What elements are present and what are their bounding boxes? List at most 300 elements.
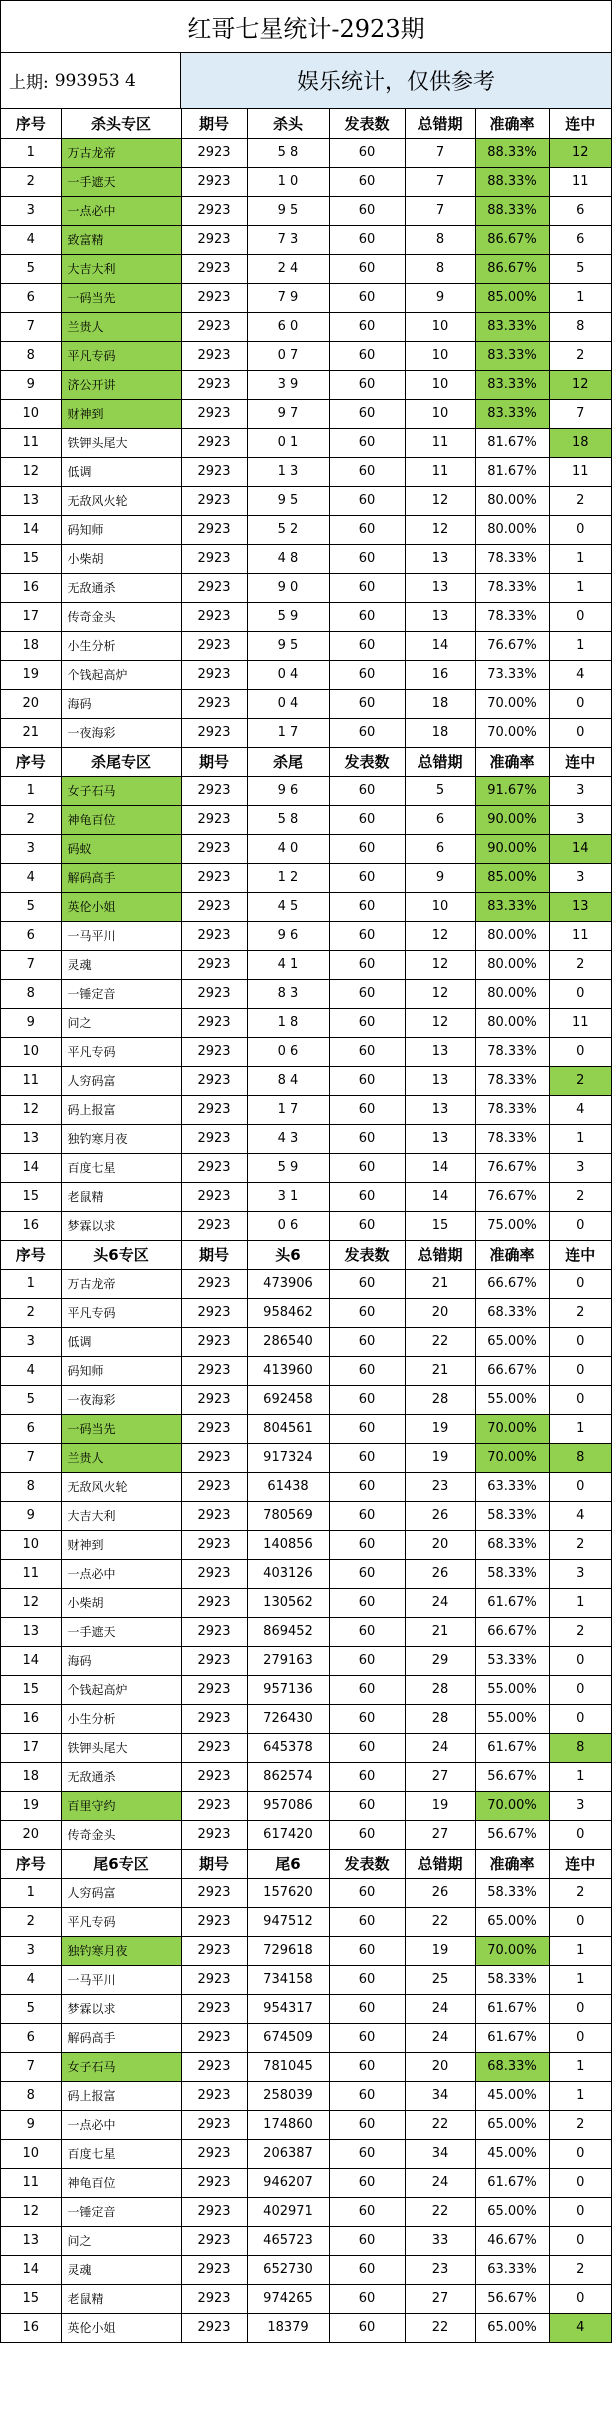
row-index: 16	[1, 1704, 61, 1733]
period-number: 2923	[181, 1327, 247, 1356]
error-count: 13	[405, 1037, 475, 1066]
accuracy-rate: 56.67%	[475, 2284, 549, 2313]
accuracy-rate: 88.33%	[475, 196, 549, 225]
prediction-value: 917324	[247, 1443, 329, 1472]
error-count: 13	[405, 573, 475, 602]
table-row	[1, 341, 611, 370]
error-count: 22	[405, 2110, 475, 2139]
accuracy-rate: 46.67%	[475, 2226, 549, 2255]
post-count: 60	[329, 167, 405, 196]
period-number: 2923	[181, 1066, 247, 1095]
error-count: 26	[405, 1559, 475, 1588]
post-count: 60	[329, 254, 405, 283]
period-number: 2923	[181, 515, 247, 544]
error-count: 7	[405, 196, 475, 225]
prediction-value: 862574	[247, 1762, 329, 1791]
accuracy-rate: 65.00%	[475, 1907, 549, 1936]
header-period: 期号	[181, 747, 247, 776]
post-count: 60	[329, 573, 405, 602]
period-number: 2923	[181, 1211, 247, 1240]
accuracy-rate: 85.00%	[475, 863, 549, 892]
win-streak: 4	[549, 1501, 611, 1530]
section-header-row	[1, 109, 611, 138]
row-index: 14	[1, 1646, 61, 1675]
error-count: 20	[405, 1298, 475, 1327]
post-count: 60	[329, 370, 405, 399]
error-count: 28	[405, 1675, 475, 1704]
period-number: 2923	[181, 2052, 247, 2081]
period-number: 2923	[181, 283, 247, 312]
table-row	[1, 399, 611, 428]
table-row	[1, 457, 611, 486]
post-count: 60	[329, 834, 405, 863]
post-count: 60	[329, 399, 405, 428]
accuracy-rate: 90.00%	[475, 805, 549, 834]
table-row	[1, 602, 611, 631]
error-count: 6	[405, 834, 475, 863]
win-streak: 2	[549, 1298, 611, 1327]
expert-name: 兰贵人	[61, 1443, 181, 1472]
row-index: 1	[1, 1269, 61, 1298]
table-row	[1, 1066, 611, 1095]
table-row	[1, 544, 611, 573]
period-number: 2923	[181, 950, 247, 979]
header-errors: 总错期	[405, 747, 475, 776]
row-index: 8	[1, 979, 61, 1008]
error-count: 21	[405, 1269, 475, 1298]
expert-name: 致富精	[61, 225, 181, 254]
error-count: 12	[405, 486, 475, 515]
expert-name: 一点必中	[61, 2110, 181, 2139]
win-streak: 2	[549, 1617, 611, 1646]
prediction-value: 3 1	[247, 1182, 329, 1211]
header-rate: 准确率	[475, 747, 549, 776]
win-streak: 11	[549, 167, 611, 196]
period-number: 2923	[181, 544, 247, 573]
accuracy-rate: 88.33%	[475, 138, 549, 167]
prediction-value: 3 9	[247, 370, 329, 399]
accuracy-rate: 90.00%	[475, 834, 549, 863]
prediction-value: 0 6	[247, 1037, 329, 1066]
prediction-value: 974265	[247, 2284, 329, 2313]
post-count: 60	[329, 689, 405, 718]
prediction-value: 403126	[247, 1559, 329, 1588]
error-count: 26	[405, 1878, 475, 1907]
win-streak: 0	[549, 2023, 611, 2052]
win-streak: 1	[549, 1762, 611, 1791]
table-row	[1, 1965, 611, 1994]
table-row	[1, 225, 611, 254]
accuracy-rate: 80.00%	[475, 1008, 549, 1037]
row-index: 2	[1, 1907, 61, 1936]
error-count: 27	[405, 1762, 475, 1791]
win-streak: 2	[549, 2255, 611, 2284]
row-index: 3	[1, 1936, 61, 1965]
error-count: 28	[405, 1704, 475, 1733]
table-row	[1, 1095, 611, 1124]
post-count: 60	[329, 2226, 405, 2255]
error-count: 6	[405, 805, 475, 834]
expert-name: 一马平川	[61, 921, 181, 950]
row-index: 12	[1, 457, 61, 486]
period-number: 2923	[181, 1269, 247, 1298]
row-index: 8	[1, 2081, 61, 2110]
table-row	[1, 1617, 611, 1646]
row-index: 14	[1, 2255, 61, 2284]
expert-name: 海码	[61, 689, 181, 718]
row-index: 8	[1, 341, 61, 370]
table-row	[1, 1733, 611, 1762]
post-count: 60	[329, 950, 405, 979]
expert-name: 财神到	[61, 399, 181, 428]
error-count: 19	[405, 1443, 475, 1472]
win-streak: 1	[549, 283, 611, 312]
prediction-value: 4 0	[247, 834, 329, 863]
prediction-value: 413960	[247, 1356, 329, 1385]
period-number: 2923	[181, 2197, 247, 2226]
expert-name: 码上报富	[61, 1095, 181, 1124]
table-row	[1, 1356, 611, 1385]
error-count: 8	[405, 254, 475, 283]
error-count: 24	[405, 1994, 475, 2023]
row-index: 4	[1, 863, 61, 892]
header-index: 序号	[1, 1240, 61, 1269]
error-count: 22	[405, 1327, 475, 1356]
header-count: 发表数	[329, 1849, 405, 1878]
row-index: 11	[1, 2168, 61, 2197]
prediction-value: 402971	[247, 2197, 329, 2226]
post-count: 60	[329, 1414, 405, 1443]
accuracy-rate: 76.67%	[475, 1153, 549, 1182]
period-number: 2923	[181, 1936, 247, 1965]
post-count: 60	[329, 428, 405, 457]
row-index: 11	[1, 1066, 61, 1095]
expert-name: 大吉大利	[61, 254, 181, 283]
win-streak: 5	[549, 254, 611, 283]
error-count: 12	[405, 515, 475, 544]
prediction-value: 692458	[247, 1385, 329, 1414]
win-streak: 2	[549, 1182, 611, 1211]
row-index: 7	[1, 950, 61, 979]
row-index: 5	[1, 1385, 61, 1414]
expert-name: 英伦小姐	[61, 892, 181, 921]
last-period-value: 993953 4	[54, 70, 136, 91]
win-streak: 2	[549, 2110, 611, 2139]
error-count: 10	[405, 312, 475, 341]
expert-name: 独钓寒月夜	[61, 1124, 181, 1153]
post-count: 60	[329, 776, 405, 805]
error-count: 23	[405, 2255, 475, 2284]
win-streak: 0	[549, 1385, 611, 1414]
prediction-value: 780569	[247, 1501, 329, 1530]
error-count: 16	[405, 660, 475, 689]
error-count: 13	[405, 1066, 475, 1095]
post-count: 60	[329, 515, 405, 544]
win-streak: 2	[549, 950, 611, 979]
row-index: 3	[1, 834, 61, 863]
error-count: 21	[405, 1356, 475, 1385]
row-index: 5	[1, 254, 61, 283]
win-streak: 0	[549, 1037, 611, 1066]
section-header-row	[1, 747, 611, 776]
table-row	[1, 2226, 611, 2255]
expert-name: 无敌通杀	[61, 573, 181, 602]
row-index: 8	[1, 1472, 61, 1501]
row-index: 11	[1, 428, 61, 457]
win-streak: 1	[549, 1588, 611, 1617]
post-count: 60	[329, 1907, 405, 1936]
row-index: 7	[1, 1443, 61, 1472]
accuracy-rate: 70.00%	[475, 1791, 549, 1820]
error-count: 12	[405, 979, 475, 1008]
accuracy-rate: 55.00%	[475, 1385, 549, 1414]
error-count: 10	[405, 370, 475, 399]
accuracy-rate: 68.33%	[475, 1298, 549, 1327]
expert-name: 问之	[61, 1008, 181, 1037]
period-number: 2923	[181, 1559, 247, 1588]
table-row	[1, 428, 611, 457]
accuracy-rate: 55.00%	[475, 1675, 549, 1704]
table-row	[1, 805, 611, 834]
table-row	[1, 1182, 611, 1211]
expert-name: 无敌风火轮	[61, 1472, 181, 1501]
win-streak: 3	[549, 1559, 611, 1588]
prediction-value: 9 6	[247, 776, 329, 805]
prediction-value: 1 2	[247, 863, 329, 892]
expert-name: 小生分析	[61, 1704, 181, 1733]
prediction-value: 130562	[247, 1588, 329, 1617]
row-index: 4	[1, 225, 61, 254]
expert-name: 个钱起高炉	[61, 660, 181, 689]
expert-name: 码蚁	[61, 834, 181, 863]
error-count: 13	[405, 602, 475, 631]
expert-name: 人穷码富	[61, 1066, 181, 1095]
error-count: 13	[405, 1095, 475, 1124]
post-count: 60	[329, 2313, 405, 2342]
prediction-value: 9 6	[247, 921, 329, 950]
accuracy-rate: 78.33%	[475, 602, 549, 631]
row-index: 3	[1, 1327, 61, 1356]
post-count: 60	[329, 1762, 405, 1791]
expert-name: 济公开讲	[61, 370, 181, 399]
post-count: 60	[329, 225, 405, 254]
win-streak: 12	[549, 138, 611, 167]
row-index: 18	[1, 1762, 61, 1791]
row-index: 16	[1, 1211, 61, 1240]
expert-name: 一码当先	[61, 283, 181, 312]
accuracy-rate: 65.00%	[475, 2110, 549, 2139]
expert-name: 一手遮天	[61, 167, 181, 196]
accuracy-rate: 65.00%	[475, 1327, 549, 1356]
post-count: 60	[329, 863, 405, 892]
table-row	[1, 1269, 611, 1298]
post-count: 60	[329, 1153, 405, 1182]
win-streak: 6	[549, 196, 611, 225]
win-streak: 0	[549, 2226, 611, 2255]
period-number: 2923	[181, 718, 247, 747]
row-index: 13	[1, 2226, 61, 2255]
prediction-value: 781045	[247, 2052, 329, 2081]
post-count: 60	[329, 1791, 405, 1820]
win-streak: 1	[549, 631, 611, 660]
error-count: 22	[405, 2313, 475, 2342]
prediction-value: 652730	[247, 2255, 329, 2284]
prediction-value: 7 9	[247, 283, 329, 312]
expert-name: 灵魂	[61, 2255, 181, 2284]
period-number: 2923	[181, 1907, 247, 1936]
prediction-value: 7 3	[247, 225, 329, 254]
accuracy-rate: 53.33%	[475, 1646, 549, 1675]
header-index: 序号	[1, 1849, 61, 1878]
expert-name: 平凡专码	[61, 341, 181, 370]
page-title: 红哥七星统计-2923期	[1, 1, 611, 53]
prediction-value: 174860	[247, 2110, 329, 2139]
table-row	[1, 631, 611, 660]
expert-name: 平凡专码	[61, 1037, 181, 1066]
win-streak: 11	[549, 457, 611, 486]
win-streak: 0	[549, 1269, 611, 1298]
table-row	[1, 1762, 611, 1791]
expert-name: 万古龙帝	[61, 1269, 181, 1298]
expert-name: 兰贵人	[61, 312, 181, 341]
prediction-value: 279163	[247, 1646, 329, 1675]
accuracy-rate: 70.00%	[475, 1443, 549, 1472]
table-row	[1, 2313, 611, 2342]
period-number: 2923	[181, 2284, 247, 2313]
prediction-value: 0 1	[247, 428, 329, 457]
row-index: 5	[1, 892, 61, 921]
post-count: 60	[329, 2255, 405, 2284]
expert-name: 梦霖以求	[61, 1211, 181, 1240]
table-row	[1, 2168, 611, 2197]
accuracy-rate: 80.00%	[475, 515, 549, 544]
row-index: 19	[1, 1791, 61, 1820]
period-number: 2923	[181, 1008, 247, 1037]
table-row	[1, 1704, 611, 1733]
post-count: 60	[329, 1936, 405, 1965]
prediction-value: 61438	[247, 1472, 329, 1501]
post-count: 60	[329, 979, 405, 1008]
row-index: 6	[1, 1414, 61, 1443]
row-index: 19	[1, 660, 61, 689]
error-count: 27	[405, 1820, 475, 1849]
row-index: 1	[1, 1878, 61, 1907]
period-number: 2923	[181, 1733, 247, 1762]
post-count: 60	[329, 486, 405, 515]
row-index: 5	[1, 1994, 61, 2023]
row-index: 6	[1, 283, 61, 312]
post-count: 60	[329, 1733, 405, 1762]
period-number: 2923	[181, 428, 247, 457]
expert-name: 女子石马	[61, 776, 181, 805]
table-row	[1, 1124, 611, 1153]
error-count: 28	[405, 1385, 475, 1414]
period-number: 2923	[181, 1704, 247, 1733]
prediction-value: 1 0	[247, 167, 329, 196]
post-count: 60	[329, 631, 405, 660]
error-count: 10	[405, 341, 475, 370]
period-number: 2923	[181, 805, 247, 834]
prediction-value: 0 7	[247, 341, 329, 370]
post-count: 60	[329, 1675, 405, 1704]
prediction-value: 8 3	[247, 979, 329, 1008]
period-number: 2923	[181, 602, 247, 631]
win-streak: 0	[549, 2197, 611, 2226]
table-row	[1, 689, 611, 718]
period-number: 2923	[181, 660, 247, 689]
error-count: 34	[405, 2139, 475, 2168]
accuracy-rate: 61.67%	[475, 1994, 549, 2023]
info-row	[1, 53, 611, 109]
accuracy-rate: 81.67%	[475, 457, 549, 486]
prediction-value: 954317	[247, 1994, 329, 2023]
header-value: 杀尾	[247, 747, 329, 776]
header-streak: 连中	[549, 747, 611, 776]
expert-name: 老鼠精	[61, 2284, 181, 2313]
table-row	[1, 1501, 611, 1530]
row-index: 10	[1, 2139, 61, 2168]
expert-name: 码上报富	[61, 2081, 181, 2110]
period-number: 2923	[181, 689, 247, 718]
post-count: 60	[329, 1617, 405, 1646]
row-index: 15	[1, 544, 61, 573]
post-count: 60	[329, 2081, 405, 2110]
header-streak: 连中	[549, 109, 611, 138]
header-zone: 头6专区	[61, 1240, 181, 1269]
win-streak: 8	[549, 1733, 611, 1762]
expert-name: 传奇金头	[61, 602, 181, 631]
period-number: 2923	[181, 1501, 247, 1530]
table-row	[1, 1559, 611, 1588]
error-count: 19	[405, 1936, 475, 1965]
post-count: 60	[329, 2168, 405, 2197]
table-row	[1, 1472, 611, 1501]
prediction-value: 9 0	[247, 573, 329, 602]
prediction-value: 4 3	[247, 1124, 329, 1153]
expert-name: 神龟百位	[61, 2168, 181, 2197]
error-count: 19	[405, 1791, 475, 1820]
accuracy-rate: 61.67%	[475, 2023, 549, 2052]
table-row	[1, 1153, 611, 1182]
win-streak: 18	[549, 428, 611, 457]
win-streak: 11	[549, 921, 611, 950]
row-index: 9	[1, 2110, 61, 2139]
row-index: 2	[1, 167, 61, 196]
accuracy-rate: 68.33%	[475, 2052, 549, 2081]
table-row	[1, 1675, 611, 1704]
row-index: 9	[1, 1501, 61, 1530]
accuracy-rate: 58.33%	[475, 1965, 549, 1994]
header-period: 期号	[181, 1240, 247, 1269]
accuracy-rate: 73.33%	[475, 660, 549, 689]
prediction-value: 0 4	[247, 660, 329, 689]
error-count: 18	[405, 689, 475, 718]
prediction-value: 946207	[247, 2168, 329, 2197]
expert-name: 低调	[61, 1327, 181, 1356]
accuracy-rate: 65.00%	[475, 2313, 549, 2342]
win-streak: 3	[549, 863, 611, 892]
expert-name: 一马平川	[61, 1965, 181, 1994]
prediction-value: 9 7	[247, 399, 329, 428]
table-row	[1, 1646, 611, 1675]
prediction-value: 1 3	[247, 457, 329, 486]
prediction-value: 947512	[247, 1907, 329, 1936]
win-streak: 1	[549, 1936, 611, 1965]
row-index: 18	[1, 631, 61, 660]
win-streak: 0	[549, 1994, 611, 2023]
expert-name: 一码当先	[61, 1414, 181, 1443]
table-row	[1, 312, 611, 341]
